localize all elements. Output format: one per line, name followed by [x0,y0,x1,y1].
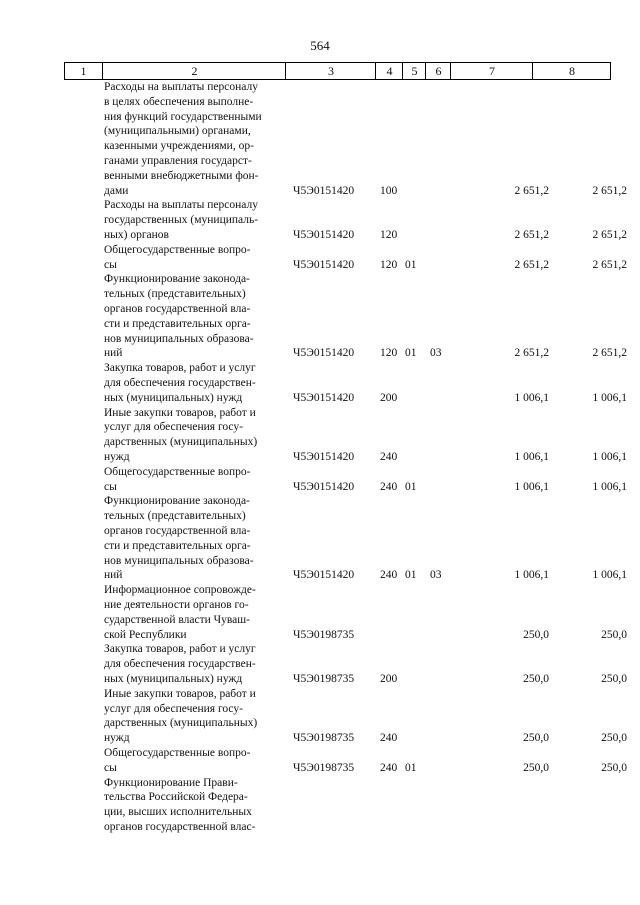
row-name-line: Иные закупки товаров, работ и [104,406,256,419]
row-name-line: услуг для обеспечения госу- [104,702,243,715]
row-name-line: нужд [104,732,130,745]
table-row [0,272,640,361]
row-name [104,272,278,361]
row-amount-1: 2 651,2 [514,347,549,360]
row-name-line: дами [104,184,129,197]
row-name [104,583,278,642]
row-name [104,776,278,835]
row-expense-type: 120 [380,258,398,271]
row-amount-2: 1 006,1 [592,569,627,582]
row-name [104,687,278,746]
table-row [0,243,640,273]
header-col-4: 4 [375,63,403,79]
header-col-1: 1 [80,64,87,78]
row-name-line: ции, высших исполнительных [104,806,252,819]
row-name-line: тельных (представительных) [104,510,246,523]
row-amount-1: 1 006,1 [514,391,549,404]
table-row [0,583,640,642]
row-name-line: ния функций государственными [104,110,262,123]
row-name-line: сти и представительных орга- [104,317,251,330]
row-amount-2: 2 651,2 [592,228,627,241]
row-amount-1: 2 651,2 [514,258,549,271]
row-name-line: сы [104,480,117,493]
row-name-line: сы [104,258,117,271]
row-amount-1: 1 006,1 [514,450,549,463]
row-name-line: сы [104,761,117,774]
table-row [0,642,640,686]
row-amount-1: 2 651,2 [514,228,549,241]
row-name-line: органов государственной вла- [104,302,251,315]
row-name-line: Информационное сопровожде- [104,584,256,597]
row-section: 01 [405,761,417,774]
row-expense-type: 240 [380,569,398,582]
header-col-7: 7 [450,63,533,79]
row-amount-2: 2 651,2 [592,347,627,360]
row-name-line: услуг для обеспечения госу- [104,421,243,434]
row-name-line: Общегосударственные вопро- [104,243,251,256]
row-name-line: ской Республики [104,628,187,641]
row-expense-type: 100 [380,184,398,197]
row-name-line: сударственной власти Чуваш- [104,613,250,626]
row-expense-type: 240 [380,761,398,774]
row-name-line: Функционирование законода- [104,273,250,286]
row-section: 01 [405,569,417,582]
row-name [104,80,278,198]
row-code: Ч5Э0151420 [293,391,355,404]
table-row [0,465,640,495]
row-expense-type: 240 [380,732,398,745]
row-name-line: ных (муниципальных) нужд [104,672,243,685]
row-name [104,243,278,273]
row-name [104,746,278,776]
header-col-2: 2 [102,63,286,79]
row-name-line: Закупка товаров, работ и услуг [104,362,256,375]
row-name-line: казенными учреждениями, ор- [104,140,254,153]
row-name-line: Расходы на выплаты персоналу [104,199,258,212]
row-code: Ч5Э0198735 [293,628,355,641]
row-name-line: дарственных (муниципальных) [104,436,258,449]
header-col-8: 8 [532,63,611,79]
row-amount-2: 1 006,1 [592,391,627,404]
row-name-line: сти и представительных орга- [104,539,251,552]
row-code: Ч5Э0198735 [293,672,355,685]
row-amount-1: 2 651,2 [514,184,549,197]
table-row [0,80,640,198]
row-code: Ч5Э0151420 [293,480,355,493]
row-code: Ч5Э0151420 [293,228,355,241]
row-expense-type: 120 [380,228,398,241]
row-name-line: ганами управления государст- [104,154,252,167]
table-header-row [64,62,611,80]
row-expense-type: 200 [380,672,398,685]
header-col-3: 3 [285,63,376,79]
row-code: Ч5Э0151420 [293,450,355,463]
table-row [0,746,640,776]
row-name-line: Иные закупки товаров, работ и [104,687,256,700]
table-row [0,687,640,746]
table-row [0,361,640,405]
row-name-line: нов муниципальных образова- [104,554,254,567]
table-row [0,776,640,835]
row-name-line: ных (муниципальных) нужд [104,391,243,404]
header-col-6: 6 [425,63,451,79]
row-amount-2: 250,0 [601,761,627,774]
row-name [104,494,278,583]
row-name-line: для обеспечения государствен- [104,376,256,389]
row-name-line: (муниципальными) органами, [104,125,251,138]
row-name-line: нужд [104,450,130,463]
row-amount-2: 250,0 [601,628,627,641]
row-name-line: тельства Российской Федера- [104,791,248,804]
row-name-line: ний [104,347,123,360]
row-expense-type: 240 [380,450,398,463]
row-subsection: 03 [430,347,442,360]
row-amount-2: 250,0 [601,732,627,745]
table-row [0,494,640,583]
row-expense-type: 120 [380,347,398,360]
row-name-line: Функционирование законода- [104,495,250,508]
row-amount-2: 1 006,1 [592,480,627,493]
row-name-line: ний [104,569,123,582]
row-amount-1: 250,0 [523,672,549,685]
row-amount-2: 2 651,2 [592,258,627,271]
row-name [104,406,278,465]
header-col-5: 5 [402,63,426,79]
row-code: Ч5Э0198735 [293,732,355,745]
row-section: 01 [405,480,417,493]
row-section: 01 [405,347,417,360]
row-amount-1: 250,0 [523,628,549,641]
row-name [104,361,278,405]
row-name-line: ных) органов [104,228,169,241]
row-section: 01 [405,258,417,271]
row-name-line: дарственных (муниципальных) [104,717,258,730]
row-amount-1: 1 006,1 [514,480,549,493]
row-amount-1: 250,0 [523,732,549,745]
row-name-line: государственных (муниципаль- [104,214,259,227]
row-name-line: Общегосударственные вопро- [104,465,251,478]
row-name [104,642,278,686]
page-number: 564 [310,38,330,53]
row-amount-2: 1 006,1 [592,450,627,463]
row-amount-1: 250,0 [523,761,549,774]
row-code: Ч5Э0151420 [293,347,355,360]
row-name-line: Функционирование Прави- [104,776,238,789]
row-subsection: 03 [430,569,442,582]
row-name-line: органов государственной влас- [104,820,256,833]
row-amount-2: 250,0 [601,672,627,685]
row-amount-2: 2 651,2 [592,184,627,197]
row-name [104,465,278,495]
table-body [0,80,640,835]
row-name-line: органов государственной вла- [104,524,251,537]
row-name-line: Закупка товаров, работ и услуг [104,643,256,656]
table-row [0,198,640,242]
row-name-line: тельных (представительных) [104,288,246,301]
row-name-line: для обеспечения государствен- [104,658,256,671]
row-code: Ч5Э0151420 [293,184,355,197]
row-name-line: в целях обеспечения выполне- [104,95,254,108]
row-name [104,198,278,242]
row-name-line: Расходы на выплаты персоналу [104,81,258,93]
row-amount-1: 1 006,1 [514,569,549,582]
table-row [0,406,640,465]
row-code: Ч5Э0198735 [293,761,355,774]
row-expense-type: 240 [380,480,398,493]
row-name-line: венными внебюджетными фон- [104,169,259,182]
row-name-line: Общегосударственные вопро- [104,746,251,759]
row-expense-type: 200 [380,391,398,404]
row-name-line: ние деятельности органов го- [104,598,249,611]
row-code: Ч5Э0151420 [293,569,355,582]
row-name-line: нов муниципальных образова- [104,332,254,345]
row-code: Ч5Э0151420 [293,258,355,271]
